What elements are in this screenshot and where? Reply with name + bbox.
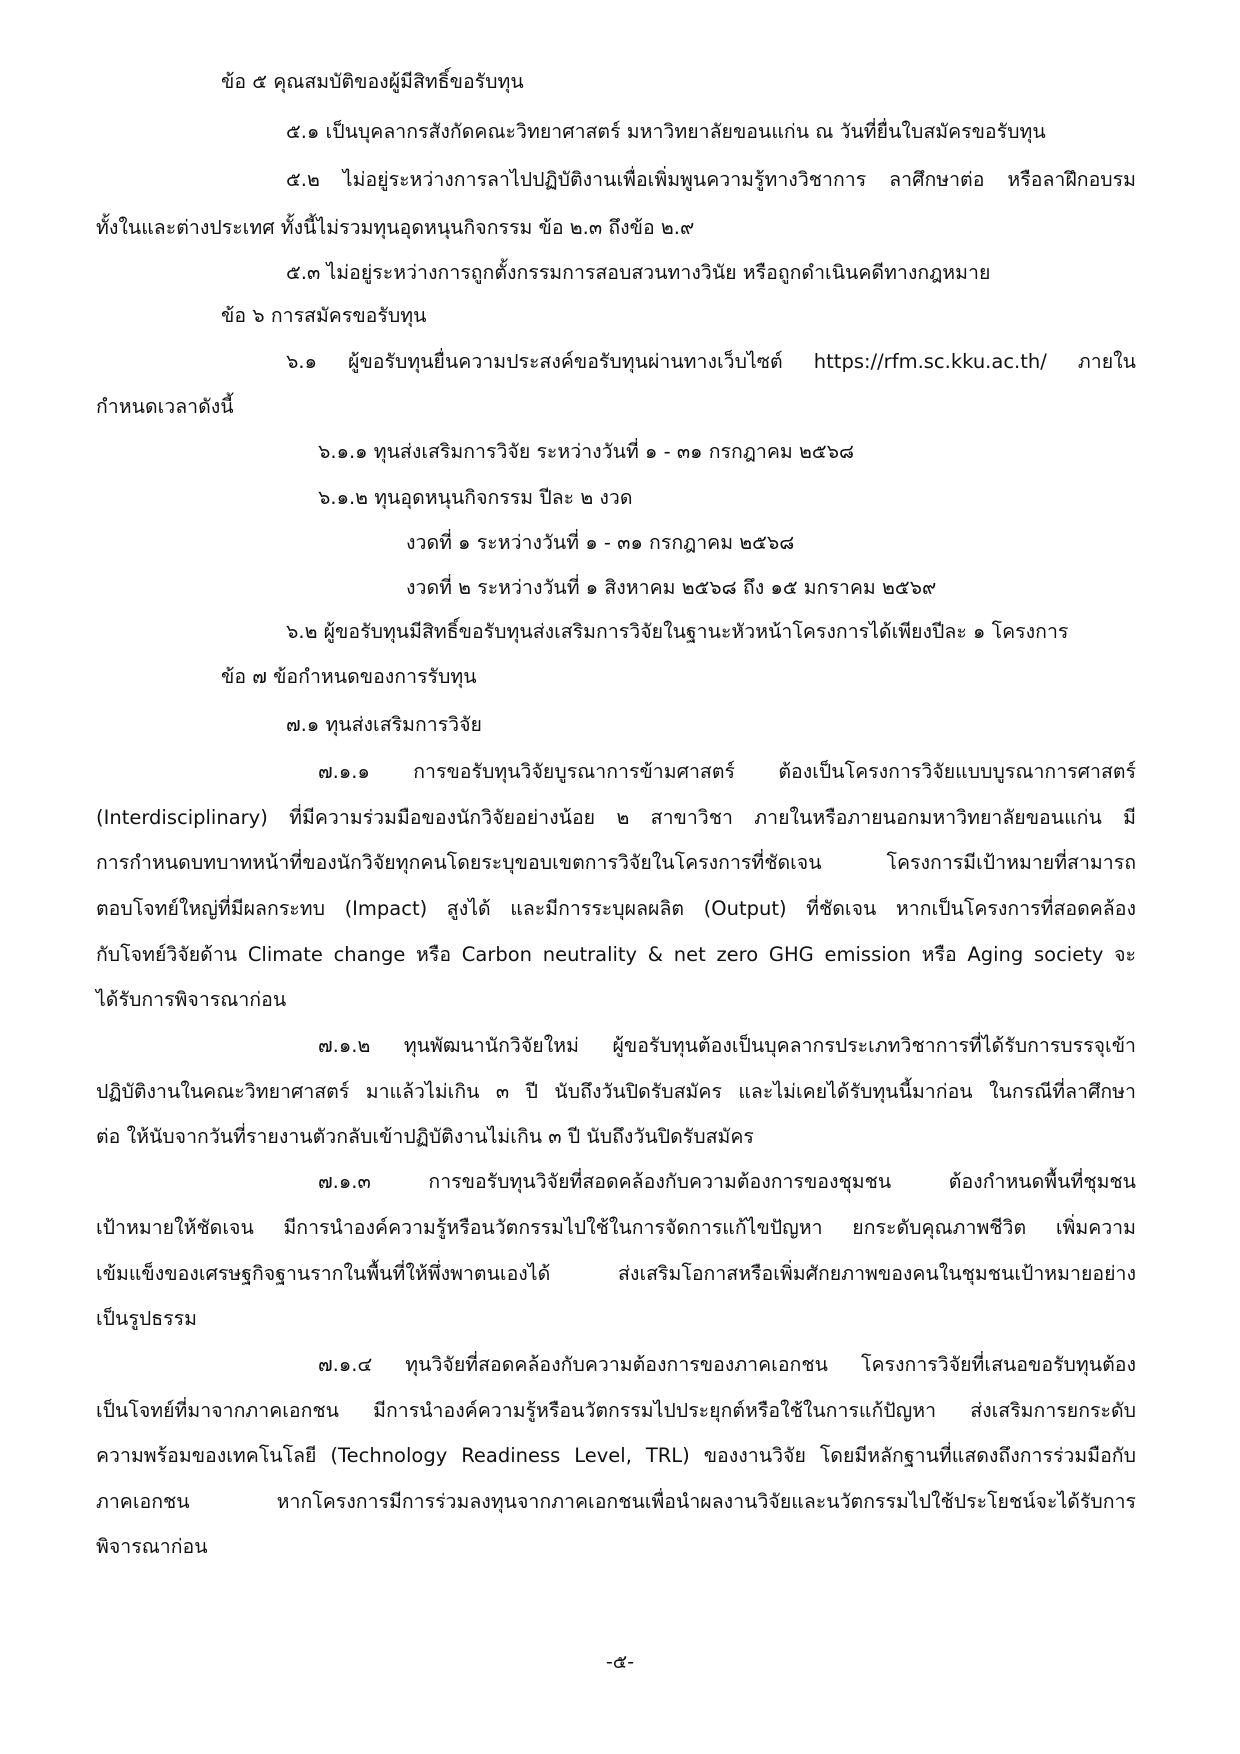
item-5-3: ๕.๓ ไม่อยู่ระหว่างการถูกตั้งกรรมการสอบสวนทางวินัย หรือถูกดำเนินคดีทางกฎหมาย — [286, 261, 991, 284]
para-7-1-3-line: เข้มแข็งของเศรษฐกิจฐานรากในพื้นที่ให้พึ่งพาตนเองได้ ส่งเสริมโอกาสหรือเพิ่มศักยภาพของคนในชุมชนเป้าหมายอย่าง — [96, 1262, 1136, 1285]
section-5-heading: ข้อ ๕ คุณสมบัติของผู้มีสิทธิ์ขอรับทุน — [221, 70, 524, 93]
para-7-1-4-line: ความพร้อมของเทคโนโลยี (Technology Readiness Level, TRL) ของงานวิจัย โดยมีหลักฐานที่แสดงถึงการร่วมมือกับ — [96, 1444, 1136, 1467]
para-7-1-3-line: เป้าหมายให้ชัดเจน มีการนำองค์ความรู้หรือนวัตกรรมไปใช้ในการจัดการแก้ไขปัญหา ยกระดับคุณภาพชีวิต เพิ่มความ — [96, 1216, 1136, 1239]
para-7-1-1-line: ได้รับการพิจารณาก่อน — [96, 988, 287, 1011]
round-2: งวดที่ ๒ ระหว่างวันที่ ๑ สิงหาคม ๒๕๖๘ ถึง ๑๕ มกราคม ๒๕๖๙ — [406, 576, 937, 599]
section-6-heading: ข้อ ๖ การสมัครขอรับทุน — [221, 304, 427, 327]
para-7-1-1-line: ตอบโจทย์ใหญ่ที่มีผลกระทบ (Impact) สูงได้ และมีการระบุผลผลิต (Output) ที่ชัดเจน หากเป็นโครงการที่สอดคล้อง — [96, 897, 1136, 920]
section-7-1-heading: ๗.๑ ทุนส่งเสริมการวิจัย — [286, 713, 482, 736]
item-5-1: ๕.๑ เป็นบุคลากรสังกัดคณะวิทยาศาสตร์ มหาวิทยาลัยขอนแก่น ณ วันที่ยื่นใบสมัครขอรับทุน — [286, 120, 1046, 143]
para-7-1-4-line: ๗.๑.๔ ทุนวิจัยที่สอดคล้องกับความต้องการของภาคเอกชน โครงการวิจัยที่เสนอขอรับทุนต้อง — [318, 1353, 1136, 1376]
para-7-1-2-line: ต่อ ให้นับจากวันที่รายงานตัวกลับเข้าปฏิบัติงานไม่เกิน ๓ ปี นับถึงวันปิดรับสมัคร — [96, 1125, 754, 1148]
para-7-1-1-line: กับโจทย์วิจัยด้าน Climate change หรือ Carbon neutrality & net zero GHG emission หรือ Aging society จะ — [96, 943, 1136, 966]
para-7-1-2-line: ๗.๑.๒ ทุนพัฒนานักวิจัยใหม่ ผู้ขอรับทุนต้องเป็นบุคลากรประเภทวิชาการที่ได้รับการบรรจุเข้า — [318, 1034, 1136, 1057]
item-6-1-1: ๖.๑.๑ ทุนส่งเสริมการวิจัย ระหว่างวันที่ ๑ - ๓๑ กรกฎาคม ๒๕๖๘ — [318, 440, 854, 463]
para-7-1-1-line: การกำหนดบทบาทหน้าที่ของนักวิจัยทุกคนโดยระบุขอบเขตการวิจัยในโครงการที่ชัดเจน โครงการมีเป้าหมายที่สามารถ — [96, 851, 1136, 874]
para-7-1-3-line: เป็นรูปธรรม — [96, 1307, 197, 1330]
para-7-1-3-line: ๗.๑.๓ การขอรับทุนวิจัยที่สอดคล้องกับความต้องการของชุมชน ต้องกำหนดพื้นที่ชุมชน — [318, 1170, 1136, 1193]
section-7-heading: ข้อ ๗ ข้อกำหนดของการรับทุน — [221, 665, 477, 688]
para-7-1-4-line: ภาคเอกชน หากโครงการมีการร่วมลงทุนจากภาคเอกชนเพื่อนำผลงานวิจัยและนวัตกรรมไปใช้ประโยชน์จะได้รับการ — [96, 1490, 1136, 1513]
round-1: งวดที่ ๑ ระหว่างวันที่ ๑ - ๓๑ กรกฎาคม ๒๕๖๘ — [406, 531, 795, 554]
item-6-1-2: ๖.๑.๒ ทุนอุดหนุนกิจกรรม ปีละ ๒ งวด — [318, 486, 633, 509]
para-7-1-4-line: เป็นโจทย์ที่มาจากภาคเอกชน มีการนำองค์ความรู้หรือนวัตกรรมไปประยุกต์หรือใช้ในการแก้ปัญหา ส่งเสริมการยกระดับ — [96, 1399, 1136, 1422]
page-number: -๕- — [605, 1651, 635, 1673]
para-7-1-1-line: (Interdisciplinary) ที่มีความร่วมมือของนักวิจัยอย่างน้อย ๒ สาขาวิชา ภายในหรือภายนอกมหาวิทยาลัยขอนแก่น มี — [96, 806, 1136, 829]
item-5-2-line-2: ทั้งในและต่างประเทศ ทั้งนี้ไม่รวมทุนอุดหนุนกิจกรรม ข้อ ๒.๓ ถึงข้อ ๒.๙ — [96, 216, 695, 239]
item-6-1-line-2: กำหนดเวลาดังนี้ — [96, 395, 234, 418]
item-5-2-line-1: ๕.๒ ไม่อยู่ระหว่างการลาไปปฏิบัติงานเพื่อเพิ่มพูนความรู้ทางวิชาการ ลาศึกษาต่อ หรือลาฝึกอบรม — [286, 168, 1136, 191]
para-7-1-1-line: ๗.๑.๑ การขอรับทุนวิจัยบูรณาการข้ามศาสตร์ ต้องเป็นโครงการวิจัยแบบบูรณาการศาสตร์ — [318, 760, 1136, 783]
para-7-1-4-line: พิจารณาก่อน — [96, 1535, 208, 1558]
item-6-2: ๖.๒ ผู้ขอรับทุนมีสิทธิ์ขอรับทุนส่งเสริมการวิจัยในฐานะหัวหน้าโครงการได้เพียงปีละ ๑ โครงการ — [286, 620, 1069, 643]
item-6-1-line-1: ๖.๑ ผู้ขอรับทุนยื่นความประสงค์ขอรับทุนผ่านทางเว็บไซต์ https://rfm.sc.kku.ac.th/ ภายใน — [286, 350, 1136, 373]
para-7-1-2-line: ปฏิบัติงานในคณะวิทยาศาสตร์ มาแล้วไม่เกิน ๓ ปี นับถึงวันปิดรับสมัคร และไม่เคยได้รับทุนนี้มาก่อน ในกรณีที่ลาศึกษา — [96, 1080, 1136, 1103]
